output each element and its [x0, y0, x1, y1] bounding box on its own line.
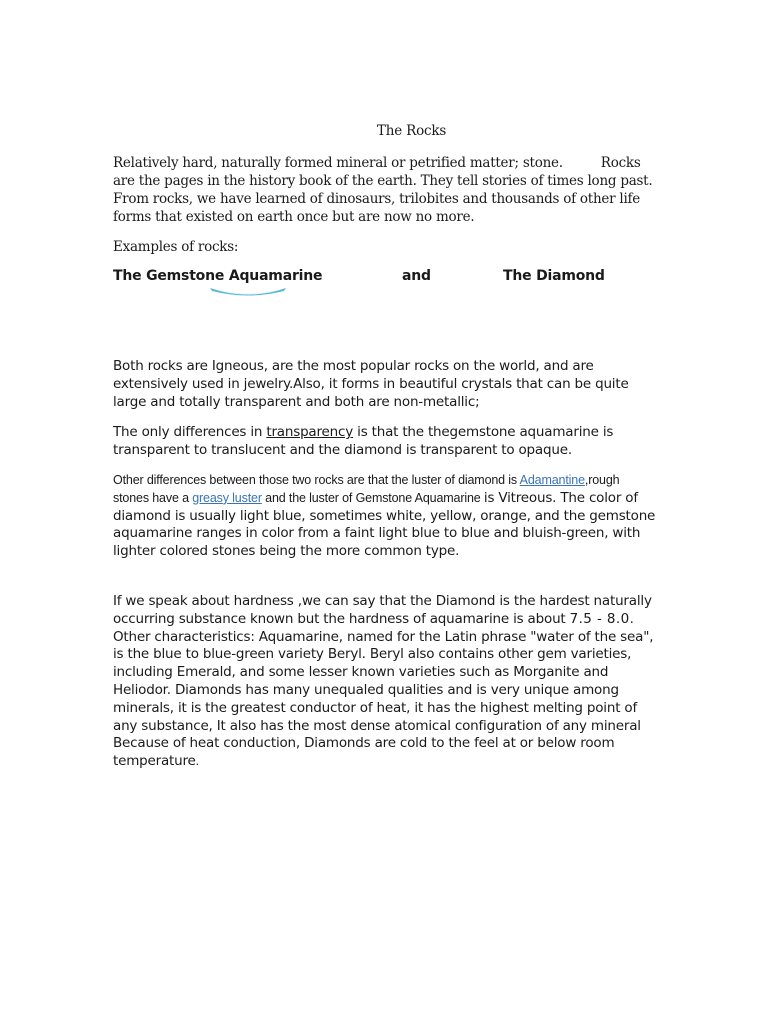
luster-paragraph	[113, 472, 658, 561]
hardness-text-a: If we speak about hardness ,we can say that the Diamond is the hardest naturally occurring substance known but the hardness of aquamarine is about	[113, 593, 652, 627]
hardness-paragraph	[113, 593, 658, 771]
luster-text-b: ,rough stones have a	[113, 473, 620, 505]
transparency-text-a: The only differences in	[113, 424, 267, 440]
hardness-end: .	[195, 754, 199, 769]
rock-join-label: and	[402, 268, 431, 284]
intro-paragraph	[113, 154, 658, 226]
luster-text-d: is Vitreous. The color of diamond is usually light blue, sometimes white, yellow, orange, and the gemstone aquamarine ranges in color from a faint light blue to blue and bluish-green, with lighter colored stones being the more common type.	[113, 489, 656, 560]
hardness-text-b: Other characteristics: Aquamarine, named for the Latin phrase "water of the sea", is the blue to blue-green variety Beryl. Beryl also contains other gem varieties, including Emerald, and some lesser known varieties such as Morganite and Heliodor. Diamonds has many unequaled qualities and is very unique among minerals, it is the greatest conductor of heat, it has the highest melting point of any substance, It also has the most dense atomical configuration of any mineral Because of heat conduction, Diamonds are cold to the feel at or below room temperature	[113, 628, 654, 770]
greasy-luster-link[interactable]: greasy luster	[192, 490, 262, 505]
intro-text-a: Relatively hard, naturally formed mineral or petrified matter; stone.	[113, 155, 563, 171]
examples-label: Examples of rocks:	[113, 239, 239, 255]
rock-one-label: The Gemstone Aquamarine	[113, 268, 323, 284]
aquamarine-image	[208, 287, 288, 298]
transparency-paragraph	[113, 424, 658, 460]
hardness-value: 7.5 - 8.0.	[569, 610, 635, 627]
page-title: The Rocks	[376, 123, 447, 139]
intro-text-b: Rocks are the pages in the history book of the earth. They tell stories of times long past. From rocks, we have learned of dinosaurs, trilobites and thousands of other life forms that existed on earth once but are now no more.	[113, 155, 653, 225]
luster-text-a: Other differences between those two rocks are that the luster of diamond is	[113, 473, 520, 487]
igneous-paragraph: Both rocks are Igneous, are the most popular rocks on the world, and are extensively used in jewelry.Also, it forms in beautiful crystals that can be quite large and totally transparent and both are non-metallic;	[113, 358, 629, 410]
transparency-text-b: is that the thegemstone aquamarine is transparent to translucent and the diamond is transparent to opaque.	[113, 424, 614, 458]
rock-examples-row	[113, 268, 658, 302]
rock-two-label: The Diamond	[503, 268, 605, 284]
luster-text-c: and the luster of Gemstone Aquamarine	[261, 490, 484, 505]
adamantine-link[interactable]: Adamantine	[519, 473, 585, 487]
transparency-link[interactable]: transparency	[266, 424, 354, 440]
